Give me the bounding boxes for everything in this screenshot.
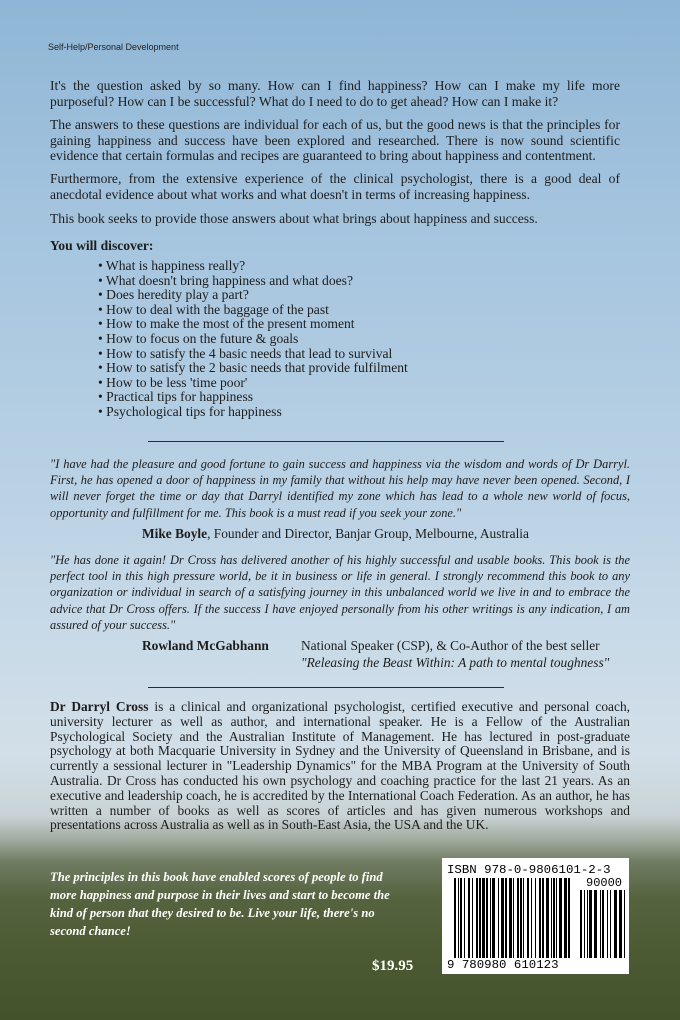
barcode-bar: [505, 878, 507, 958]
barcode-bar: [610, 890, 611, 958]
barcode-bar: [492, 878, 495, 958]
barcode-bar: [584, 890, 585, 958]
barcode-bar: [520, 878, 522, 958]
divider-bottom: [148, 687, 504, 688]
testimonial-book-title: "Releasing the Beast Within: A path to mental toughness": [301, 655, 610, 670]
barcode-bar: [490, 878, 491, 958]
list-item: • Does heredity play a part?: [98, 288, 408, 303]
barcode-bar: [564, 878, 567, 958]
addon-code: 90000: [586, 876, 623, 890]
barcode-bar: [587, 890, 588, 958]
barcode-bar: [614, 890, 617, 958]
barcode-bar: [460, 878, 462, 958]
barcode-bar: [501, 878, 504, 958]
author-bio: [50, 700, 630, 833]
barcode-bar: [468, 878, 470, 958]
barcode-bar: [602, 890, 604, 958]
barcode-bar: [559, 878, 562, 958]
barcode-bar: [527, 878, 529, 958]
barcode-bar: [458, 878, 459, 958]
barcode-bar: [607, 890, 608, 958]
barcode-bar: [568, 878, 570, 958]
list-item: • How to make the most of the present moment: [98, 317, 408, 332]
barcode-bar: [594, 890, 597, 958]
isbn-label: ISBN 978-0-9806101-2-3: [447, 863, 611, 877]
addon-bars: [580, 890, 625, 958]
intro-paragraph-3: Furthermore, from the extensive experience of the clinical psychologist, there is a good deal of anecdotal evidence about what works and what doesn't in terms of increasing happiness.: [50, 171, 620, 202]
divider-top: [148, 441, 504, 442]
barcode-bar: [539, 878, 541, 958]
barcode-bar: [454, 878, 456, 958]
list-item: • What doesn't bring happiness and what does?: [98, 274, 408, 289]
intro-paragraph-2: The answers to these questions are individual for each of us, but the good news is that the principles for gaining happiness and success have been explored and researched. There is now sound scientific evidence that certain formulas and recipes are guaranteed to bring about happiness and contentment.: [50, 117, 620, 163]
barcode-bar: [553, 878, 555, 958]
testimonial-quote-1: "I have had the pleasure and good fortune to gain success and happiness via the wisdom and words of Dr Darryl. First, he has opened a door of happiness in my family that without his help may have never been opened. Second, I will never forget the time or day that Darryl identified my zone which has lead to a whole new world of focus, opportunity and fulfillment for me. This book is a must read if you seek your zone.": [50, 457, 630, 520]
barcode-bar: [513, 878, 514, 958]
barcode-bar: [535, 878, 536, 958]
intro-paragraph-1: It's the question asked by so many. How can I find happiness? How can I make my life more purposeful? How can I be successful? What do I need to do to get ahead? How can I make it?: [50, 78, 620, 109]
barcode-bar: [509, 878, 512, 958]
testimonial-role: , Founder and Director, Banjar Group, Melbourne, Australia: [207, 526, 529, 541]
list-item: • How to satisfy the 4 basic needs that lead to survival: [98, 347, 408, 362]
list-item: • What is happiness really?: [98, 259, 408, 274]
category-label: Self-Help/Personal Development: [48, 42, 179, 52]
barcode-bar: [619, 890, 622, 958]
price: $19.95: [372, 958, 414, 974]
ean-digits: 9 780980 610123: [447, 958, 559, 972]
barcode-bar: [464, 878, 465, 958]
testimonial-name: Mike Boyle: [142, 526, 208, 541]
barcode-bar: [551, 878, 552, 958]
list-item: • How to focus on the future & goals: [98, 332, 408, 347]
tagline: The principles in this book have enabled scores of people to find more happiness and purpose in their lives and start to become the kind of person that they desired to be. Live your life, there's no second chance!: [50, 870, 390, 938]
list-item: • Practical tips for happiness: [98, 390, 408, 405]
barcode-bar: [517, 878, 519, 958]
barcode-bar: [523, 878, 524, 958]
isbn-barcode: [442, 858, 629, 974]
testimonial-attribution-1: [142, 526, 529, 542]
barcode-graphic: [442, 858, 629, 974]
testimonial-name: Rowland McGabhann: [142, 638, 269, 653]
ean-bars: [454, 878, 570, 958]
list-item: • How to deal with the baggage of the past: [98, 303, 408, 318]
barcode-bar: [556, 878, 557, 958]
discover-heading: You will discover:: [50, 238, 154, 253]
barcode-bar: [600, 890, 601, 958]
barcode-bar: [486, 878, 488, 958]
barcode-bar: [476, 878, 478, 958]
list-item: • Psychological tips for happiness: [98, 405, 408, 420]
intro-paragraph-4: This book seeks to provide those answers about what brings about happiness and success.: [50, 211, 538, 226]
barcode-bar: [546, 878, 549, 958]
testimonial-role: National Speaker (CSP), & Co-Author of the best seller: [301, 638, 600, 653]
author-bio-text: is a clinical and organizational psychologist, certified executive and personal coach, university lecturer as well as author, and international speaker. He is a Fellow of the Australian Psychological Society and the Australian Institute of Management. He has lectured in post-graduate psychology at both Macquarie University in Sydney and the University of Queensland in Brisbane, and is currently a sessional lecturer in "Leadership Dynamics" for the MBA Program at the University of South Australia. Dr Cross has conducted his own psychology and coaching practice for the last 21 years. As an executive and leadership coach, he is accredited by the International Coach Federation. As an author, he has written a number of books as well as scores of articles and has given numerous workshops and presentations across Australia as well as in South-East Asia, the USA and the UK.: [50, 699, 630, 833]
barcode-bar: [531, 878, 532, 958]
author-name: Dr Darryl Cross: [50, 699, 149, 714]
list-item: • How to be less 'time poor': [98, 376, 408, 391]
barcode-bar: [498, 878, 499, 958]
barcode-bar: [624, 890, 625, 958]
barcode-bar: [589, 890, 592, 958]
barcode-bar: [479, 878, 481, 958]
list-item: • How to satisfy the 2 basic needs that provide fulfilment: [98, 361, 408, 376]
discover-list: [98, 259, 408, 420]
testimonial-quote-2: "He has done it again! Dr Cross has delivered another of his highly successful and usable books. This book is the perfect tool in this high pressure world, be it in business or life in general. I strongly recommend this book to any organization or individual in search of a satisfying journey in this unbalanced world we live in and to embrace the advice that Dr Cross offers. If the success I have enjoyed personally from his other writings is any indication, I am assured of your success.": [50, 553, 630, 632]
barcode-bar: [482, 878, 485, 958]
barcode-bar: [472, 878, 473, 958]
barcode-bar: [542, 878, 544, 958]
barcode-bar: [580, 890, 582, 958]
